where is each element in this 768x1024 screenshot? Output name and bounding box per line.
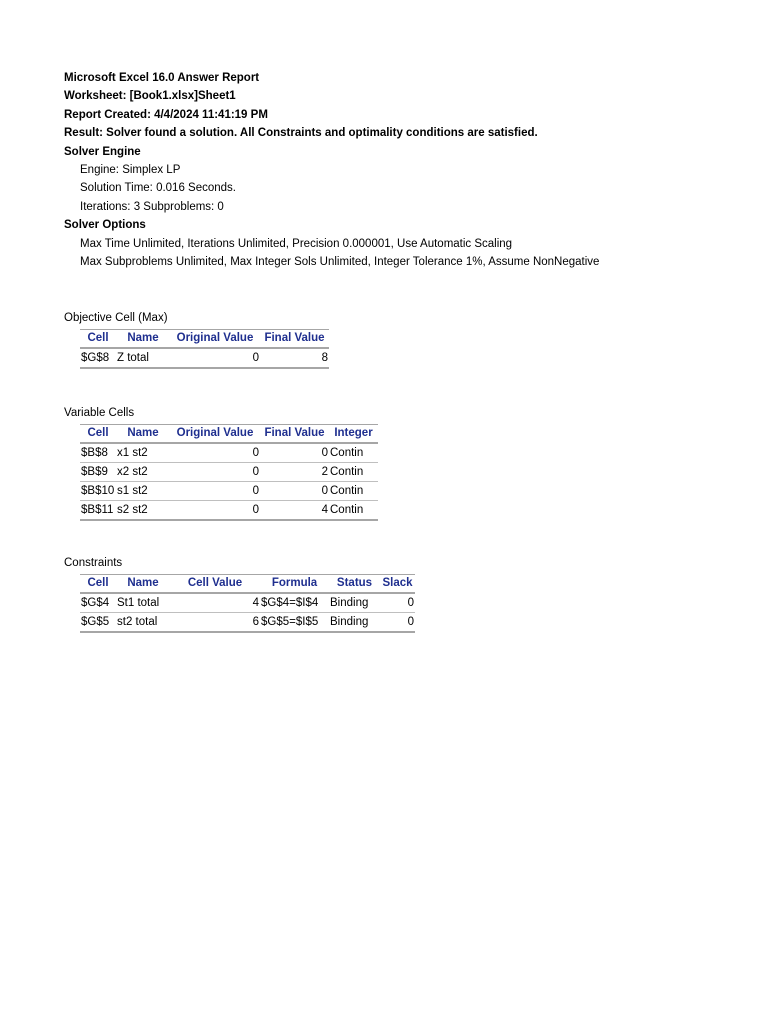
options-line-2: Max Subproblems Unlimited, Max Integer Sols Unlimited, Integer Tolerance 1%, Assume NonNegative: [80, 255, 600, 268]
slack: 0: [380, 593, 415, 613]
integer-type: Contin: [329, 463, 378, 482]
report-title: Microsoft Excel 16.0 Answer Report: [64, 72, 260, 84]
cell-name: x1 st2: [116, 443, 170, 463]
slack: 0: [380, 613, 415, 633]
table-row: [80, 501, 378, 521]
table-row: [80, 463, 378, 482]
column-header: Cell: [80, 425, 116, 444]
solution-time-line: Solution Time: 0.016 Seconds.: [80, 182, 236, 195]
table-row: [80, 613, 415, 633]
column-header: Final Value: [260, 330, 329, 349]
cell-value: 4: [170, 593, 260, 613]
column-header: Formula: [260, 575, 329, 594]
variables-section-title: Variable Cells: [64, 407, 135, 419]
cell-address: $B$9: [80, 463, 116, 482]
iterations-line: Iterations: 3 Subproblems: 0: [80, 200, 224, 213]
cell-name: st2 total: [116, 613, 170, 633]
solver-options-heading: Solver Options: [64, 219, 146, 232]
cell-address: $G$5: [80, 613, 116, 633]
column-header: Integer: [329, 425, 378, 444]
cell-address: $G$8: [80, 348, 116, 368]
original-value: 0: [170, 482, 260, 501]
constraints-table: [80, 574, 415, 633]
table-row: [80, 348, 329, 368]
cell-address: $G$4: [80, 593, 116, 613]
column-header: Cell: [80, 330, 116, 349]
column-header: Slack: [380, 575, 415, 594]
column-header: Cell Value: [170, 575, 260, 594]
original-value: 0: [170, 348, 260, 368]
variables-table: [80, 424, 378, 521]
status: Binding: [329, 613, 380, 633]
report-created-line: Report Created: 4/4/2024 11:41:19 PM: [64, 108, 268, 121]
column-header: Final Value: [260, 425, 329, 444]
worksheet-line: Worksheet: [Book1.xlsx]Sheet1: [64, 90, 236, 103]
formula: $G$4=$I$4: [260, 593, 329, 613]
integer-type: Contin: [329, 482, 378, 501]
status: Binding: [329, 593, 380, 613]
column-header: Original Value: [170, 330, 260, 349]
cell-address: $B$10: [80, 482, 116, 501]
options-line-1: Max Time Unlimited, Iterations Unlimited, Precision 0.000001, Use Automatic Scaling: [80, 237, 513, 250]
final-value: 0: [260, 443, 329, 463]
table-row: [80, 593, 415, 613]
original-value: 0: [170, 443, 260, 463]
cell-name: Z total: [116, 348, 170, 368]
engine-line: Engine: Simplex LP: [80, 163, 181, 176]
final-value: 8: [260, 348, 329, 368]
final-value: 0: [260, 482, 329, 501]
cell-name: x2 st2: [116, 463, 170, 482]
objective-table: [80, 329, 329, 369]
column-header: Name: [116, 425, 170, 444]
table-row: [80, 443, 378, 463]
report-header: [64, 69, 754, 271]
column-header: Cell: [80, 575, 116, 594]
cell-address: $B$8: [80, 443, 116, 463]
original-value: 0: [170, 463, 260, 482]
column-header: Name: [116, 330, 170, 349]
integer-type: Contin: [329, 501, 378, 521]
original-value: 0: [170, 501, 260, 521]
cell-name: s1 st2: [116, 482, 170, 501]
final-value: 2: [260, 463, 329, 482]
formula: $G$5=$I$5: [260, 613, 329, 633]
objective-section-title: Objective Cell (Max): [64, 312, 168, 324]
integer-type: Contin: [329, 443, 378, 463]
column-header: Status: [329, 575, 380, 594]
solver-engine-heading: Solver Engine: [64, 145, 141, 158]
table-row: [80, 482, 378, 501]
cell-address: $B$11: [80, 501, 116, 521]
constraints-section-title: Constraints: [64, 557, 123, 569]
cell-name: s2 st2: [116, 501, 170, 521]
result-line: Result: Solver found a solution. All Constraints and optimality conditions are satisfied.: [64, 127, 538, 140]
cell-value: 6: [170, 613, 260, 633]
column-header: Original Value: [170, 425, 260, 444]
cell-name: St1 total: [116, 593, 170, 613]
final-value: 4: [260, 501, 329, 521]
column-header: Name: [116, 575, 170, 594]
